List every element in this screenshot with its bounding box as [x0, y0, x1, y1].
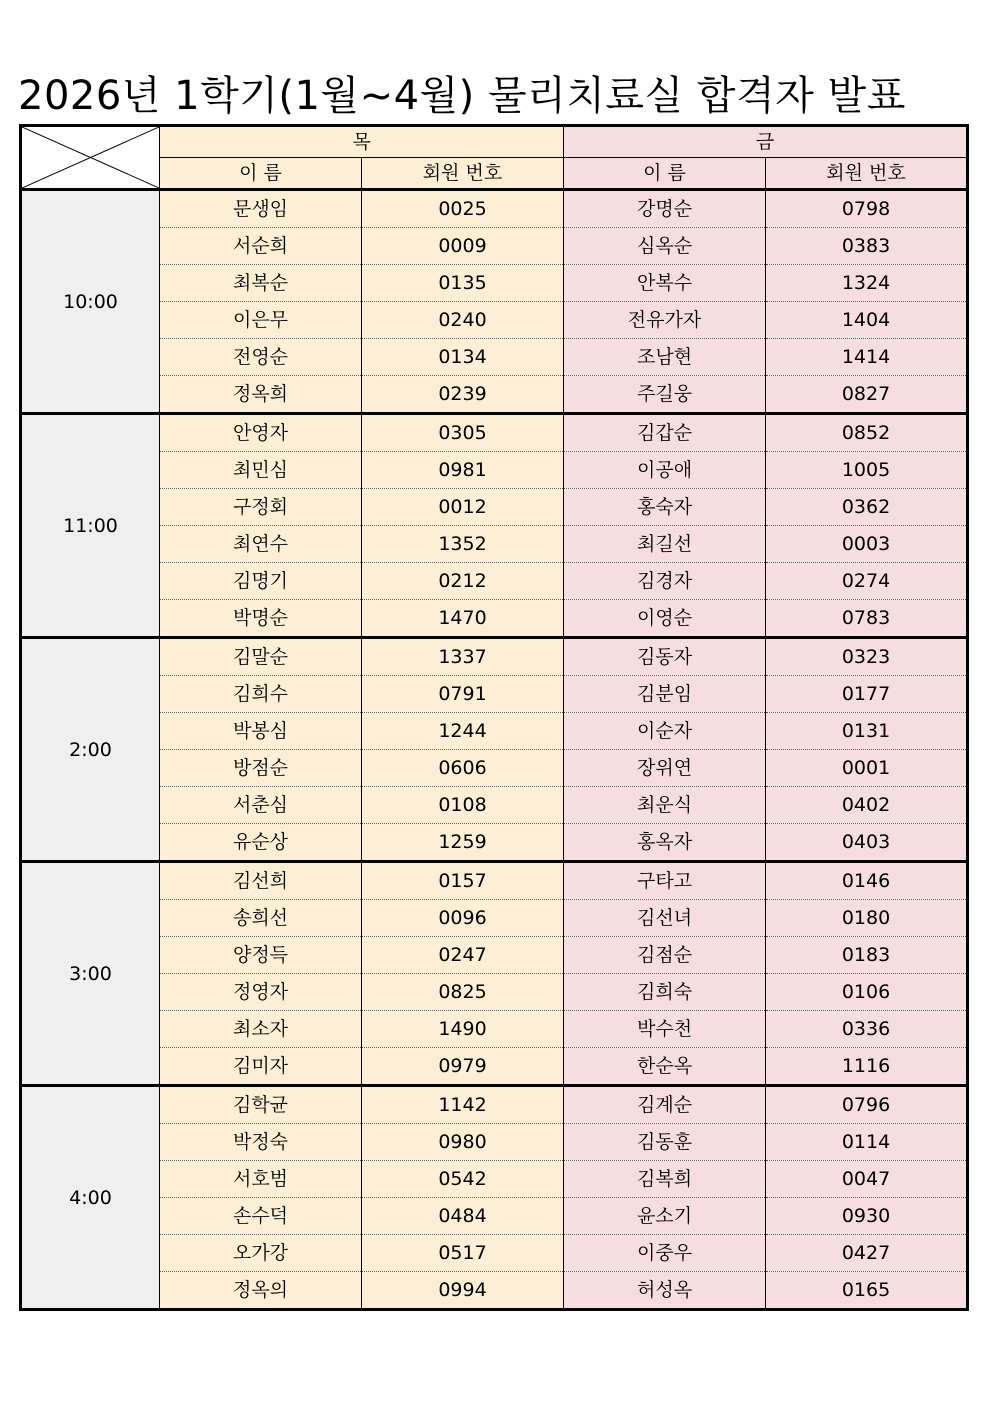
- friday-member-no-cell: 0852: [766, 414, 968, 452]
- table-row: [21, 1272, 968, 1310]
- thursday-name-cell: 구정회: [160, 489, 362, 526]
- table-row: [21, 974, 968, 1011]
- thursday-member-no-cell: 0825: [362, 974, 564, 1011]
- column-header-member-no: 회원 번호: [362, 158, 564, 190]
- thursday-name-cell: 김명기: [160, 563, 362, 600]
- day-header-friday: 금: [564, 126, 968, 158]
- table-row: [21, 676, 968, 713]
- friday-name-cell: 김분임: [564, 676, 766, 713]
- thursday-member-no-cell: 0994: [362, 1272, 564, 1310]
- thursday-name-cell: 양정득: [160, 937, 362, 974]
- friday-member-no-cell: 1116: [766, 1048, 968, 1086]
- thursday-name-cell: 김선희: [160, 862, 362, 900]
- friday-member-no-cell: 0165: [766, 1272, 968, 1310]
- thursday-member-no-cell: 0517: [362, 1235, 564, 1272]
- thursday-name-cell: 서순희: [160, 228, 362, 265]
- thursday-member-no-cell: 0212: [362, 563, 564, 600]
- page-title: 2026년 1학기(1월~4월) 물리치료실 합격자 발표: [18, 73, 906, 119]
- thursday-name-cell: 서춘심: [160, 787, 362, 824]
- table-row: [21, 787, 968, 824]
- thursday-member-no-cell: 0979: [362, 1048, 564, 1086]
- thursday-name-cell: 정옥희: [160, 376, 362, 414]
- thursday-name-cell: 최소자: [160, 1011, 362, 1048]
- thursday-member-no-cell: 0135: [362, 265, 564, 302]
- table-row: [21, 1048, 968, 1086]
- thursday-name-cell: 유순상: [160, 824, 362, 862]
- friday-name-cell: 김복희: [564, 1161, 766, 1198]
- thursday-name-cell: 안영자: [160, 414, 362, 452]
- friday-member-no-cell: 0323: [766, 638, 968, 676]
- thursday-name-cell: 박봉심: [160, 713, 362, 750]
- thursday-member-no-cell: 0606: [362, 750, 564, 787]
- thursday-name-cell: 김미자: [160, 1048, 362, 1086]
- table-row: [21, 452, 968, 489]
- friday-name-cell: 구타고: [564, 862, 766, 900]
- friday-member-no-cell: 0783: [766, 600, 968, 638]
- thursday-member-no-cell: 0980: [362, 1124, 564, 1161]
- friday-member-no-cell: 0146: [766, 862, 968, 900]
- column-header-name: 이 름: [564, 158, 766, 190]
- thursday-name-cell: 정영자: [160, 974, 362, 1011]
- friday-member-no-cell: 0114: [766, 1124, 968, 1161]
- table-row: [21, 1011, 968, 1048]
- thursday-name-cell: 최복순: [160, 265, 362, 302]
- thursday-member-no-cell: 1352: [362, 526, 564, 563]
- friday-member-no-cell: 0362: [766, 489, 968, 526]
- table-row: [21, 900, 968, 937]
- thursday-member-no-cell: 0157: [362, 862, 564, 900]
- thursday-name-cell: 김말순: [160, 638, 362, 676]
- thursday-name-cell: 이은무: [160, 302, 362, 339]
- thursday-member-no-cell: 1244: [362, 713, 564, 750]
- thursday-name-cell: 최민심: [160, 452, 362, 489]
- friday-member-no-cell: 1005: [766, 452, 968, 489]
- friday-name-cell: 이영순: [564, 600, 766, 638]
- friday-member-no-cell: 0180: [766, 900, 968, 937]
- thursday-member-no-cell: 0484: [362, 1198, 564, 1235]
- friday-name-cell: 김선녀: [564, 900, 766, 937]
- friday-member-no-cell: 0383: [766, 228, 968, 265]
- friday-name-cell: 허성옥: [564, 1272, 766, 1310]
- thursday-member-no-cell: 0096: [362, 900, 564, 937]
- thursday-member-no-cell: 0240: [362, 302, 564, 339]
- friday-member-no-cell: 0798: [766, 190, 968, 228]
- friday-name-cell: 김동자: [564, 638, 766, 676]
- friday-member-no-cell: 0183: [766, 937, 968, 974]
- friday-name-cell: 안복수: [564, 265, 766, 302]
- thursday-member-no-cell: 1142: [362, 1086, 564, 1124]
- table-row: [21, 713, 968, 750]
- friday-name-cell: 장위연: [564, 750, 766, 787]
- thursday-name-cell: 박정숙: [160, 1124, 362, 1161]
- thursday-member-no-cell: 0247: [362, 937, 564, 974]
- friday-name-cell: 김점순: [564, 937, 766, 974]
- friday-name-cell: 윤소기: [564, 1198, 766, 1235]
- friday-member-no-cell: 1414: [766, 339, 968, 376]
- friday-member-no-cell: 0003: [766, 526, 968, 563]
- friday-member-no-cell: 0930: [766, 1198, 968, 1235]
- thursday-member-no-cell: 0012: [362, 489, 564, 526]
- friday-member-no-cell: 0402: [766, 787, 968, 824]
- table-row: [21, 302, 968, 339]
- friday-member-no-cell: 0427: [766, 1235, 968, 1272]
- time-slot-cell: 4:00: [21, 1086, 160, 1310]
- table-row: [21, 1235, 968, 1272]
- friday-name-cell: 이공애: [564, 452, 766, 489]
- table-row: [21, 638, 968, 676]
- time-slot-cell: 2:00: [21, 638, 160, 862]
- thursday-member-no-cell: 0791: [362, 676, 564, 713]
- friday-name-cell: 이중우: [564, 1235, 766, 1272]
- thursday-name-cell: 정옥의: [160, 1272, 362, 1310]
- thursday-member-no-cell: 0305: [362, 414, 564, 452]
- table-row: [21, 600, 968, 638]
- friday-name-cell: 홍옥자: [564, 824, 766, 862]
- thursday-name-cell: 손수덕: [160, 1198, 362, 1235]
- thursday-member-no-cell: 0009: [362, 228, 564, 265]
- friday-name-cell: 김희숙: [564, 974, 766, 1011]
- table-row: [21, 1086, 968, 1124]
- table-row: [21, 489, 968, 526]
- friday-member-no-cell: 0177: [766, 676, 968, 713]
- thursday-name-cell: 송희선: [160, 900, 362, 937]
- friday-name-cell: 홍숙자: [564, 489, 766, 526]
- thursday-name-cell: 방점순: [160, 750, 362, 787]
- column-header-name: 이 름: [160, 158, 362, 190]
- table-row: [21, 1161, 968, 1198]
- thursday-member-no-cell: 1337: [362, 638, 564, 676]
- thursday-name-cell: 문생임: [160, 190, 362, 228]
- table-row: [21, 526, 968, 563]
- thursday-member-no-cell: 0108: [362, 787, 564, 824]
- day-header-thursday: 목: [160, 126, 564, 158]
- friday-name-cell: 조남현: [564, 339, 766, 376]
- friday-member-no-cell: 0047: [766, 1161, 968, 1198]
- time-slot-cell: 10:00: [21, 190, 160, 414]
- friday-name-cell: 김계순: [564, 1086, 766, 1124]
- table-row: [21, 563, 968, 600]
- friday-member-no-cell: 1324: [766, 265, 968, 302]
- thursday-name-cell: 김학균: [160, 1086, 362, 1124]
- table-row: [21, 190, 968, 228]
- table-row: [21, 339, 968, 376]
- thursday-member-no-cell: 1490: [362, 1011, 564, 1048]
- friday-name-cell: 박수천: [564, 1011, 766, 1048]
- friday-name-cell: 최길선: [564, 526, 766, 563]
- friday-name-cell: 이순자: [564, 713, 766, 750]
- table-row: [21, 750, 968, 787]
- time-slot-cell: 11:00: [21, 414, 160, 638]
- friday-member-no-cell: 0131: [766, 713, 968, 750]
- table-row: [21, 824, 968, 862]
- time-slot-cell: 3:00: [21, 862, 160, 1086]
- friday-name-cell: 김경자: [564, 563, 766, 600]
- friday-member-no-cell: 0106: [766, 974, 968, 1011]
- thursday-name-cell: 오가강: [160, 1235, 362, 1272]
- diagonal-header-cell: [21, 126, 160, 190]
- friday-member-no-cell: 0336: [766, 1011, 968, 1048]
- friday-name-cell: 한순옥: [564, 1048, 766, 1086]
- thursday-name-cell: 서호범: [160, 1161, 362, 1198]
- friday-name-cell: 최운식: [564, 787, 766, 824]
- friday-member-no-cell: 0796: [766, 1086, 968, 1124]
- friday-member-no-cell: 0827: [766, 376, 968, 414]
- thursday-member-no-cell: 0134: [362, 339, 564, 376]
- thursday-member-no-cell: 1470: [362, 600, 564, 638]
- thursday-member-no-cell: 0025: [362, 190, 564, 228]
- friday-name-cell: 전유가자: [564, 302, 766, 339]
- table-row: [21, 414, 968, 452]
- diagonal-cross-icon: [22, 127, 159, 188]
- table-row: [21, 937, 968, 974]
- friday-member-no-cell: 0001: [766, 750, 968, 787]
- friday-name-cell: 심옥순: [564, 228, 766, 265]
- table-row: [21, 376, 968, 414]
- table-row: [21, 1198, 968, 1235]
- thursday-member-no-cell: 1259: [362, 824, 564, 862]
- column-header-member-no: 회원 번호: [766, 158, 968, 190]
- friday-name-cell: 김갑순: [564, 414, 766, 452]
- table-row: [21, 862, 968, 900]
- thursday-name-cell: 김희수: [160, 676, 362, 713]
- table-row: [21, 1124, 968, 1161]
- friday-name-cell: 강명순: [564, 190, 766, 228]
- friday-name-cell: 김동훈: [564, 1124, 766, 1161]
- thursday-member-no-cell: 0239: [362, 376, 564, 414]
- thursday-name-cell: 최연수: [160, 526, 362, 563]
- thursday-name-cell: 전영순: [160, 339, 362, 376]
- friday-member-no-cell: 0274: [766, 563, 968, 600]
- table-row: [21, 228, 968, 265]
- thursday-name-cell: 박명순: [160, 600, 362, 638]
- thursday-member-no-cell: 0542: [362, 1161, 564, 1198]
- thursday-member-no-cell: 0981: [362, 452, 564, 489]
- friday-member-no-cell: 0403: [766, 824, 968, 862]
- friday-member-no-cell: 1404: [766, 302, 968, 339]
- friday-name-cell: 주길웅: [564, 376, 766, 414]
- roster-body: [21, 190, 968, 1310]
- roster-table: [19, 124, 969, 1311]
- table-row: [21, 265, 968, 302]
